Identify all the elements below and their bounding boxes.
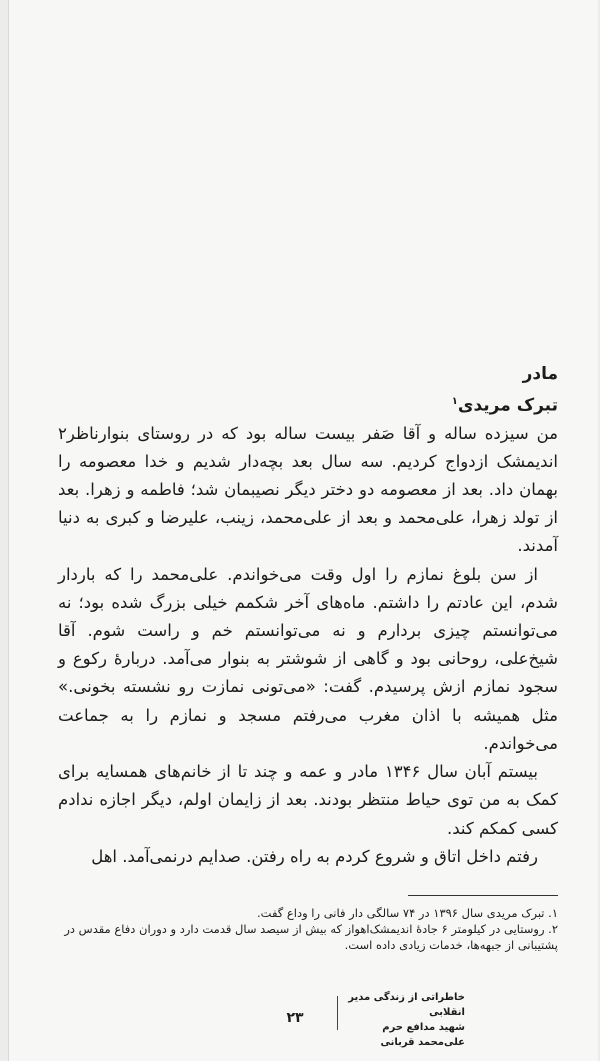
person-name-text: تبرک مریدی [457, 395, 558, 416]
running-footer-title [345, 990, 465, 1050]
book-title-line: خاطراتی از زندگی مدیر انقلابی [348, 992, 465, 1018]
page-number: ۲۳ [286, 1010, 304, 1026]
paragraph: من سیزده ساله و آقا صَفر بیست ساله بود که در روستای بنوارناظر۲ اندیمشک ازدواج کردیم. سه سال بعد بچه‌دار شدیم و خدا معصومه را بهمان داد. بعد از معصومه دو دختر دیگر نصیبمان شد؛ فاطمه و زهرا. بعد از تولد زهرا، علی‌محمد و بعد از علی‌محمد، زینب، علیرضا و کبری به دنیا آمدند. [58, 423, 558, 556]
paragraph: بیستم آبان سال ۱۳۴۶ مادر و عمه و چند تا از خانم‌های همسایه برای کمک به من توی حیاط منتظر بودند. بعد از زایمان اولم، دیگر اجازه ندادم کسی کمکم کند. [58, 762, 558, 838]
footnote-separator [408, 895, 558, 896]
footnotes [58, 905, 558, 953]
page-footer [237, 990, 465, 1048]
footer-divider [337, 996, 338, 1030]
book-page [8, 0, 598, 1061]
section-title: مادر [522, 364, 558, 384]
person-name [58, 388, 558, 420]
footnote: ۱. تبرک مریدی سال ۱۳۹۶ در ۷۴ سالگی دار فانی را وداع گفت. [257, 906, 558, 920]
footnote-marker: ۱ [451, 396, 458, 407]
paragraph: رفتم داخل اتاق و شروع کردم به راه رفتن. صدایم درنمی‌آمد. اهل [91, 846, 538, 866]
chapter-body [58, 360, 558, 871]
book-subtitle-line: شهید مدافع حرم علی‌محمد قربانی [380, 1022, 465, 1048]
paragraph: از سن بلوغ نمازم را اول وقت می‌خواندم. علی‌محمد را که باردار شدم، این عادتم را داشتم. ماه‌های آخر شکمم خیلی بزرگ شده بود؛ نه می‌توانستم چیزی بردارم و نه می‌توانستم خم و راست شوم. آقا شیخ‌علی، روحانی بود و گاهی از شوشتر به بنوار می‌آمد. دربارهٔ رکوع و سجود نمازم ازش پرسیدم. گفت: «می‌تونی نمازت رو نشسته بخونی.» مثل همیشه با اذان مغرب می‌رفتم مسجد و نمازم را به جماعت می‌خواندم. [58, 564, 558, 753]
footnote: ۲. روستایی در کیلومتر ۶ جادهٔ اندیمشک‌اهواز که بیش از سیصد سال قدمت دارد و دوران دفاع مقدس در پشتیبانی از جبهه‌ها، خدمات زیادی داده است. [64, 922, 558, 952]
